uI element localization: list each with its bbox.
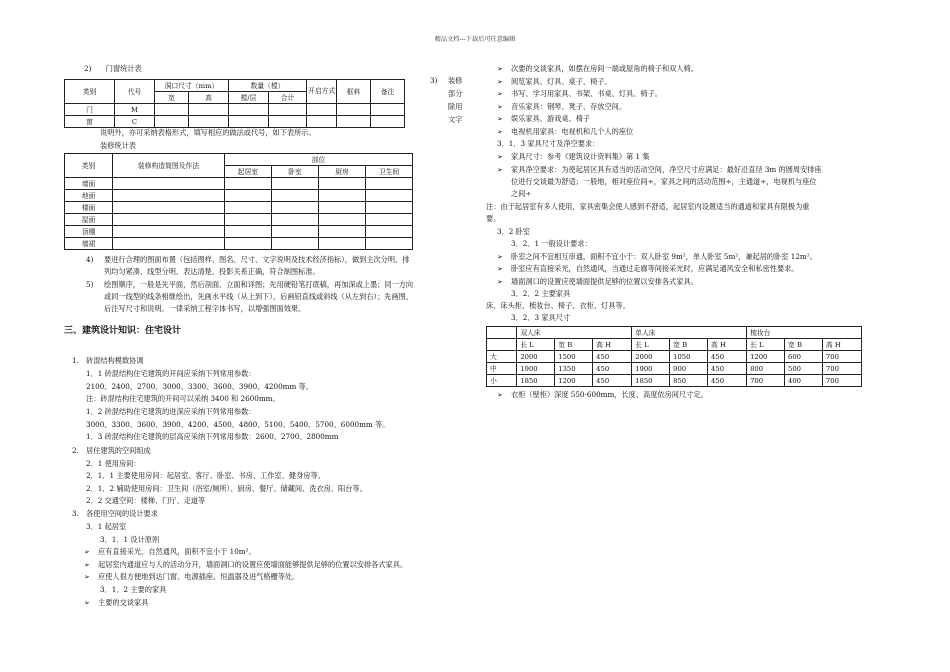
s211: 2．1．1 主要使用房间：起居室、客厅、卧室、书房、工作室、健身房等。: [86, 471, 325, 480]
furniture-size-table: 双人床 单人床 梳妆台 长 L 宽 B 高 H 长 L 宽 B 高 H 长 L 宽 B 高 H 大 2000 1500 450 2000 1050 450 1200 600 700 中 1900 1350 450 1900 900 450 800 500 700 小 1850 1200 450 1850 850 450 700 400 700: [486, 326, 862, 387]
s11-note: 注：砖混结构住宅建筑的开间可以采纳 3400 和 2600mm。: [86, 394, 280, 403]
deco-h-part: 部位: [225, 154, 413, 166]
table-row: 顶棚: [65, 226, 413, 238]
list-item: ➢ 主要的交谈家具: [84, 598, 148, 608]
r8-line-3: 之间÷: [511, 189, 532, 198]
door-h-note: 备注: [371, 80, 405, 104]
p5-line-3: 后注写尺寸和说明。一律采纳工程字体书写，以增强图面效果。: [104, 304, 306, 313]
side-label-num: 3): [430, 76, 438, 85]
door-h-frame: 框料: [337, 80, 371, 104]
p4-num: 4): [86, 255, 94, 264]
page-header: 精品文档---下载后可任意编辑: [434, 36, 516, 43]
furn-group-single-bed: 单人床: [632, 327, 747, 339]
list-item: ➢ 家具尺寸：参考《建筑设计资料集》第 1 集: [497, 152, 650, 162]
table-row: 窗 C: [65, 116, 405, 128]
deco-room-bedroom: 卧室: [272, 166, 319, 178]
s22: 2．2 交通空间：楼梯、门厅、走道等: [86, 496, 206, 505]
s312: 3．1．2 主要的家具: [100, 585, 167, 594]
s32: 3．2 卧室: [497, 227, 530, 236]
s12-values: 3000、3300、3600、3900、4200、4500、4800、5100、5400、5700、6000mm 等。: [86, 420, 390, 429]
s31: 3．1 起居室: [86, 522, 127, 531]
s212: 2．1．2 辅助使用房间：卫生间（浴室/厕所）、厨房、餐厅、储藏间、洗衣房、阳台等。: [86, 484, 367, 493]
door-h-code: 代号: [115, 80, 155, 104]
s321: 3．2．1 一般设计要求：: [511, 239, 592, 248]
r8-line-2: 位进行交谈最为舒适；一般地，相对座位间÷，家具之间的活动范围÷，主通道÷，电视机与座位: [511, 177, 817, 186]
door-h-floor: 樘/层: [229, 92, 269, 104]
table-row: 地面: [65, 190, 413, 202]
list-item: ➢ 应使人很方便地到达门窗、电源插座、恒温器及进气格栅等处。: [84, 572, 299, 582]
list-item: ➢ 音乐家具：钢琴、凳子、存放空间。: [497, 102, 626, 112]
door-h-qty: 数量（樘）: [229, 80, 307, 92]
door-window-table: [64, 79, 405, 128]
list-item: ➢ 应有直接采光、自然通风，面积不宜小于 10m²。: [84, 547, 256, 557]
deco-room-bathroom: 卫生间: [366, 166, 413, 178]
door-h-type: 类别: [65, 80, 115, 104]
deco-table-title: 装修统计表: [100, 141, 136, 150]
table-row: 小 1850 1200 450 1850 850 450 700 400 700: [487, 375, 862, 387]
table-row: 墙面: [65, 178, 413, 190]
list-item: ➢ 书写、学习用家具、书架、书桌、灯具、椅子。: [497, 89, 662, 99]
deco-h-type: 类别: [65, 154, 113, 178]
list-item: ➢ 家具净空要求：为使起居区具有适当的活动空间，净空尺寸应满足：最好沿直径 3m 的圆周安排座: [497, 165, 822, 175]
door-h-size: 洞口尺寸（mm）: [155, 80, 229, 92]
deco-h-method: 装修构造简图及作法: [113, 154, 225, 178]
side-label-2: 部分: [448, 89, 463, 98]
table-row: 大 2000 1500 450 2000 1050 450 1200 600 700: [487, 351, 862, 363]
heading-2: 2. 居住建筑的空间组成: [72, 446, 151, 455]
table-row: 中 1900 1350 450 1900 900 450 800 500 700: [487, 363, 862, 375]
table-row: 墙裙: [65, 238, 413, 250]
list-item: ➢ 衣柜（壁柜）深度 550-600mm，长度、高度依房间尺寸定。: [497, 390, 708, 400]
s322-values: 床、床头柜、梳妆台、椅子、衣柜、灯具等。: [486, 301, 630, 310]
p4-line-2: 列均匀紧凑、线型分明、表达清楚、投影关系正确，符合制图标准。: [104, 267, 320, 276]
deco-room-kitchen: 厨房: [319, 166, 366, 178]
note-line-2: 要。: [486, 214, 501, 223]
list-item: ➢ 卧室之间不宜相互串通，面积不宜小于：双人卧室 9m²，单人卧室 5m²，兼起居的卧室 12m²。: [497, 252, 817, 262]
list-item: ➢ 次要的交谈家具，如摆在房间一端或屋角的椅子和双人椅。: [497, 64, 698, 74]
s313: 3．1．3 家具尺寸及净空要求：: [497, 139, 600, 148]
list-item: ➢ 起居室内通道应与人的活动分开，墙面洞口的设置应使墙面能够提供足够的位置以安排各式家具。: [84, 560, 407, 570]
decoration-table: [64, 153, 413, 250]
p4-line-1: 要进行合理的图面布置（包括图样、图名、尺寸、文字说明及技术经济指标），做到主次分明、排: [104, 255, 410, 264]
door-table-title: 2) 门窗统计表: [84, 64, 142, 73]
deco-room-living: 起居室: [225, 166, 272, 178]
s21: 2．1 使用房间：: [86, 459, 141, 468]
s13: 1．3 砖混结构住宅建筑的层高应采纳下列常用参数：2600、2700、2800mm: [86, 432, 339, 441]
side-label-4: 文字: [448, 115, 463, 124]
side-label-1: 装修: [448, 76, 463, 85]
table-row: 楼面: [65, 202, 413, 214]
table-row: 门 M: [65, 104, 405, 116]
list-item: ➢ 阅览家具、灯具、桌子、椅子。: [497, 77, 612, 87]
door-h-w: 宽: [155, 92, 189, 104]
s311: 3．1．1 设计原则: [100, 535, 160, 544]
door-h-total: 合计: [269, 92, 307, 104]
note-line-1: 注：由于起居室有多人使用，家具密集会使人感到不舒适，起居室内设置适当的通道和家具有限极为重: [486, 202, 810, 211]
p5-line-2: 或同一线型的线条相继绘出，先画水平线（从上到下），后画铅直线或斜线（从左到右）；先画图，: [104, 292, 414, 301]
door-note: 说明外，亦可采纳表格形式，填写相应的做法或代号，如下表所示。: [100, 128, 316, 137]
table-row: 屋面: [65, 214, 413, 226]
p5-line-1: 绘图顺序，一般是先平面，然后剖面、立面和详图；先用硬铅笔打底稿，再加深或上墨；同一方向: [104, 280, 414, 289]
list-item: ➢ 卧室应有直接采光，自然通风，当通过走廊等间接采光时，应满足通风安全和私密性要求。: [497, 264, 799, 274]
s323: 3．2．3 家具尺寸: [511, 313, 571, 322]
furn-group-dresser: 梳妆台: [747, 327, 862, 339]
list-item: ➢ 墙面洞口的设置应使墙面提供足够的位置以安排各式家具。: [497, 277, 698, 287]
s322: 3．2．2 主要家具: [511, 289, 571, 298]
furn-group-double-bed: 双人床: [517, 327, 632, 339]
heading-3: 3. 各使用空间的设计要求: [72, 509, 158, 518]
heading-1: 1. 砖混结构模数协调: [72, 356, 144, 365]
side-label-3: 除用: [448, 102, 463, 111]
p5-num: 5): [86, 280, 94, 289]
door-h-open: 开启方式: [307, 80, 337, 104]
list-item: ➢ 电视机用家具：电视机和几个人的座位: [497, 127, 633, 137]
s11-values: 2100、2400、2700、3000、3300、3600、3900、4200mm 等。: [86, 382, 313, 391]
list-item: ➢ 娱乐家具、游戏桌、椅子: [497, 114, 590, 124]
s11: 1．1 砖混结构住宅建筑的开间应采纳下列常用参数：: [86, 369, 256, 378]
s12: 1．2 砖混结构住宅建筑的进深应采纳下列常用参数：: [86, 407, 256, 416]
door-h-h: 高: [189, 92, 229, 104]
section-title: 三、建筑设计知识：住宅设计: [64, 326, 182, 336]
